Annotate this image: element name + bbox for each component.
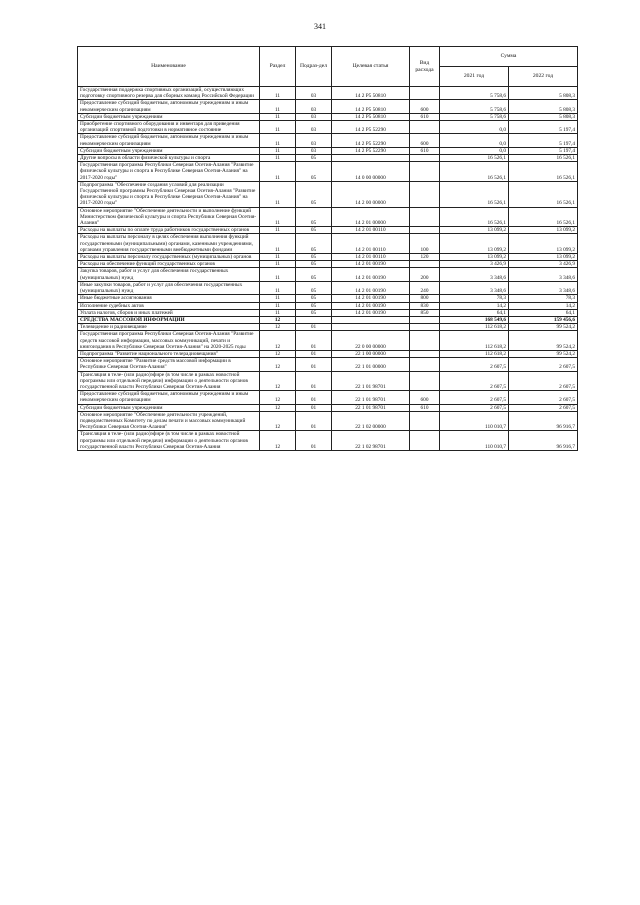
cell-t: 14 2 Р5 50810: [332, 113, 410, 120]
cell-t: 22 1 01 98701: [332, 371, 410, 391]
cell-b: 3 348,6: [509, 281, 578, 294]
cell-name: Приобретение спортивного оборудования и инвентаря для приведения организаций спортивной подготовки в нормативное состояние: [78, 121, 260, 134]
table-row: [78, 371, 578, 391]
cell-v: 610: [410, 404, 440, 411]
table-row: [78, 181, 578, 207]
cell-v: 610: [410, 113, 440, 120]
cell-p: 05: [296, 155, 332, 162]
cell-b: 64,1: [509, 309, 578, 316]
table-row: [78, 121, 578, 134]
cell-name: Уплата налогов, сборов и иных платежей: [78, 309, 260, 316]
table-row: [78, 261, 578, 268]
cell-b: 16 526,1: [509, 155, 578, 162]
cell-b: 96 916,7: [509, 411, 578, 431]
cell-v: [410, 87, 440, 100]
cell-name: Исполнение судебных актов: [78, 302, 260, 309]
cell-v: [410, 155, 440, 162]
cell-b: 16 526,1: [509, 207, 578, 227]
cell-r: 11: [260, 254, 296, 261]
cell-b: 2 607,5: [509, 404, 578, 411]
cell-p: 01: [296, 324, 332, 331]
header-vid: Вид расхода: [410, 47, 440, 87]
cell-name: Предоставление субсидий бюджетным, автономным учреждениям и иным некоммерческим организациям: [78, 134, 260, 147]
cell-r: 11: [260, 309, 296, 316]
cell-t: 14 2 01 00110: [332, 227, 410, 234]
cell-b: 2 607,5: [509, 391, 578, 404]
table-row: [78, 268, 578, 281]
cell-v: 120: [410, 254, 440, 261]
cell-r: 11: [260, 113, 296, 120]
cell-r: 12: [260, 324, 296, 331]
cell-name: Расходы на выплаты персоналу в целях обеспечения выполнения функций государственными (муниципальными) органами, казенными учреждениями, органами управления государственными внебюджетными фондами: [78, 234, 260, 254]
cell-a: 110 010,7: [440, 411, 509, 431]
cell-v: [410, 431, 440, 451]
cell-t: 22 1 00 00000: [332, 350, 410, 357]
cell-r: 11: [260, 181, 296, 207]
cell-p: 05: [296, 309, 332, 316]
cell-a: 2 607,5: [440, 404, 509, 411]
table-row: [78, 350, 578, 357]
header-podrazdel: Подраз-дел: [296, 47, 332, 87]
cell-name: Трансляция в теле- (или радио)эфире (в том числе в рамках новостной программы или отдельной передачи) информации о деятельности органов государственной власти Республики Северная Осетия-Алания: [78, 371, 260, 391]
cell-v: 600: [410, 391, 440, 404]
cell-p: 01: [296, 391, 332, 404]
cell-a: 110 010,7: [440, 431, 509, 451]
cell-b: 5 808,3: [509, 113, 578, 120]
cell-p: 01: [296, 350, 332, 357]
cell-b: 13 099,2: [509, 234, 578, 254]
cell-t: 14 2 01 00190: [332, 295, 410, 302]
cell-v: [410, 207, 440, 227]
cell-p: 05: [296, 302, 332, 309]
header-razdel: Раздел: [260, 47, 296, 87]
cell-r: 11: [260, 147, 296, 154]
cell-t: 22 1 01 00000: [332, 358, 410, 371]
cell-name: Государственная программа Республики Северная Осетия-Алания "Развитие физической культуры и спорта в Республике Северная Осетия-Алания" на 2017-2020 годы": [78, 162, 260, 182]
cell-p: 05: [296, 227, 332, 234]
cell-b: 16 526,1: [509, 181, 578, 207]
cell-p: 03: [296, 134, 332, 147]
cell-name: Предоставление субсидий бюджетным, автономным учреждениям и иным некоммерческим организациям: [78, 391, 260, 404]
cell-a: 112 618,2: [440, 350, 509, 357]
cell-b: 5 808,3: [509, 100, 578, 113]
cell-name: Государственная программа Республики Северная Осетия-Алания "Развитие средств массовой информации, массовых коммуникаций, печати и книгоиздания в Республике Северная Осетия-Алания" на 2020-2025 годы: [78, 331, 260, 351]
cell-t: 14 2 00 00000: [332, 181, 410, 207]
cell-v: 610: [410, 147, 440, 154]
cell-r: 11: [260, 302, 296, 309]
cell-r: 11: [260, 207, 296, 227]
table-row: [78, 162, 578, 182]
cell-b: 99 524,2: [509, 331, 578, 351]
cell-r: 11: [260, 268, 296, 281]
cell-t: 14 2 Р5 52290: [332, 134, 410, 147]
cell-t: 14 2 01 00110: [332, 234, 410, 254]
cell-a: 14,2: [440, 302, 509, 309]
cell-name: Государственная поддержка спортивных организаций, осуществляющих подготовку спортивного резерва для сборных команд Российской Федерации: [78, 87, 260, 100]
cell-a: 2 607,5: [440, 371, 509, 391]
header-name: Наименование: [78, 47, 260, 87]
cell-t: 14 2 Р5 52290: [332, 147, 410, 154]
cell-r: 11: [260, 134, 296, 147]
cell-v: 830: [410, 302, 440, 309]
cell-r: 12: [260, 431, 296, 451]
cell-b: 99 524,2: [509, 324, 578, 331]
cell-r: 11: [260, 227, 296, 234]
cell-v: 240: [410, 281, 440, 294]
cell-p: 03: [296, 113, 332, 120]
table-row: [78, 316, 578, 323]
cell-a: 3 348,6: [440, 281, 509, 294]
cell-v: [410, 181, 440, 207]
cell-t: 22 1 01 98701: [332, 404, 410, 411]
table-row: [78, 309, 578, 316]
cell-a: 112 618,2: [440, 331, 509, 351]
cell-p: 05: [296, 254, 332, 261]
cell-name: Предоставление субсидий бюджетным, автономным учреждениям и иным некоммерческим организациям: [78, 100, 260, 113]
cell-b: 5 197,4: [509, 147, 578, 154]
cell-b: 78,3: [509, 295, 578, 302]
cell-t: 14 2 01 00190: [332, 302, 410, 309]
header-2021: 2021 год: [440, 67, 509, 87]
cell-t: 22 1 02 00000: [332, 411, 410, 431]
cell-t: [332, 316, 410, 323]
table-row: [78, 234, 578, 254]
cell-t: 14 2 Р5 52290: [332, 121, 410, 134]
cell-r: 12: [260, 331, 296, 351]
cell-t: 22 0 00 00000: [332, 331, 410, 351]
page-number: 341: [314, 22, 326, 31]
cell-t: [332, 324, 410, 331]
cell-p: 05: [296, 295, 332, 302]
cell-r: 12: [260, 404, 296, 411]
cell-p: 05: [296, 207, 332, 227]
cell-v: [410, 227, 440, 234]
cell-p: 01: [296, 371, 332, 391]
cell-p: 03: [296, 100, 332, 113]
cell-a: 16 526,1: [440, 207, 509, 227]
table-row: [78, 295, 578, 302]
cell-a: 13 099,2: [440, 234, 509, 254]
cell-b: 5 197,4: [509, 121, 578, 134]
table-row: [78, 404, 578, 411]
cell-p: 05: [296, 162, 332, 182]
cell-v: [410, 331, 440, 351]
cell-a: 5 758,6: [440, 113, 509, 120]
cell-name: Основное мероприятие "Развитие средств массовой информации в Республике Северная Осетия-Алания": [78, 358, 260, 371]
cell-a: 16 526,1: [440, 155, 509, 162]
cell-a: 64,1: [440, 309, 509, 316]
cell-r: 11: [260, 100, 296, 113]
cell-t: 14 2 01 00190: [332, 268, 410, 281]
cell-name: Подпрограмма "Развитие национального телерадиовещания": [78, 350, 260, 357]
cell-t: 14 2 01 00000: [332, 207, 410, 227]
cell-t: 22 1 02 98701: [332, 431, 410, 451]
cell-r: 11: [260, 234, 296, 254]
table-row: [78, 254, 578, 261]
table-row: [78, 411, 578, 431]
cell-p: 05: [296, 181, 332, 207]
cell-a: 112 618,2: [440, 324, 509, 331]
cell-r: 12: [260, 411, 296, 431]
cell-r: 12: [260, 371, 296, 391]
cell-v: 100: [410, 234, 440, 254]
cell-b: 3 348,6: [509, 268, 578, 281]
cell-v: [410, 324, 440, 331]
cell-name: Основное мероприятие "Обеспечение деятельности учреждений, подведомственных Комитету по делам печати и массовых коммуникаций Республики Северная Осетия-Алания": [78, 411, 260, 431]
cell-b: 159 456,6: [509, 316, 578, 323]
cell-name: Субсидии бюджетным учреждениям: [78, 404, 260, 411]
cell-r: 11: [260, 87, 296, 100]
cell-name: СРЕДСТВА МАССОВОЙ ИНФОРМАЦИИ: [78, 316, 260, 323]
cell-p: 01: [296, 431, 332, 451]
header-sum: Сумма: [440, 47, 578, 67]
cell-t: 14 2 Р5 50810: [332, 87, 410, 100]
cell-name: Телевидение и радиовещание: [78, 324, 260, 331]
cell-a: 3 348,6: [440, 268, 509, 281]
cell-b: 2 607,5: [509, 358, 578, 371]
cell-p: 03: [296, 87, 332, 100]
cell-name: Другие вопросы в области физической культуры и спорта: [78, 155, 260, 162]
header-2022: 2022 год: [509, 67, 578, 87]
table-row: [78, 113, 578, 120]
cell-t: 14 2 01 00190: [332, 281, 410, 294]
cell-t: 14 0 00 00000: [332, 162, 410, 182]
cell-r: 11: [260, 155, 296, 162]
cell-a: 168 549,6: [440, 316, 509, 323]
cell-p: [296, 316, 332, 323]
cell-r: 12: [260, 350, 296, 357]
cell-a: 2 607,5: [440, 391, 509, 404]
cell-p: 01: [296, 404, 332, 411]
cell-v: [410, 350, 440, 357]
cell-r: 12: [260, 391, 296, 404]
table-row: [78, 358, 578, 371]
cell-v: [410, 411, 440, 431]
cell-a: 78,3: [440, 295, 509, 302]
table-row: [78, 227, 578, 234]
cell-a: 2 607,5: [440, 358, 509, 371]
cell-b: 96 916,7: [509, 431, 578, 451]
cell-t: 22 1 01 98701: [332, 391, 410, 404]
cell-a: 0,0: [440, 147, 509, 154]
cell-v: 200: [410, 268, 440, 281]
table-row: [78, 207, 578, 227]
cell-b: 5 197,4: [509, 134, 578, 147]
cell-name: Иные бюджетные ассигнования: [78, 295, 260, 302]
cell-name: Основное мероприятие "Обеспечение деятельности и выполнение функций Министерством физической культуры и спорта Республики Северная Осетия-Алания": [78, 207, 260, 227]
cell-a: 0,0: [440, 121, 509, 134]
cell-b: 13 099,2: [509, 254, 578, 261]
table-row: [78, 324, 578, 331]
cell-p: 05: [296, 281, 332, 294]
cell-t: 14 2 01 00110: [332, 254, 410, 261]
cell-a: 13 099,2: [440, 254, 509, 261]
cell-b: 16 526,1: [509, 162, 578, 182]
cell-name: Трансляция в теле- (или радио)эфире (в том числе в рамках новостной программы или отдельной передачи) информации о деятельности органов государственной власти Республики Северная Осетия-Алания: [78, 431, 260, 451]
cell-p: 03: [296, 147, 332, 154]
cell-p: 05: [296, 234, 332, 254]
cell-v: 850: [410, 309, 440, 316]
cell-v: 800: [410, 295, 440, 302]
cell-a: 13 099,2: [440, 227, 509, 234]
cell-b: 99 524,2: [509, 350, 578, 357]
cell-name: Субсидии бюджетным учреждениям: [78, 147, 260, 154]
table-row: [78, 134, 578, 147]
table-row: [78, 302, 578, 309]
cell-r: 12: [260, 316, 296, 323]
cell-b: 14,2: [509, 302, 578, 309]
cell-p: 01: [296, 411, 332, 431]
cell-v: [410, 371, 440, 391]
cell-v: 600: [410, 134, 440, 147]
cell-a: 5 758,6: [440, 100, 509, 113]
cell-name: Подпрограмма "Обеспечение создания условий для реализации Государственной программы Республики Северная Осетия-Алания "Развитие физической культуры и спорта в Республике Северная Осетия-Алания" на 2017-2020 годы": [78, 181, 260, 207]
cell-t: 14 2 01 00190: [332, 261, 410, 268]
cell-name: Расходы на обеспечение функций государственных органов: [78, 261, 260, 268]
table-row: [78, 331, 578, 351]
cell-name: Расходы на выплаты по оплате труда работников государственных органов: [78, 227, 260, 234]
cell-a: 0,0: [440, 134, 509, 147]
cell-t: [332, 155, 410, 162]
cell-b: 5 808,3: [509, 87, 578, 100]
cell-name: Субсидии бюджетным учреждениям: [78, 113, 260, 120]
cell-a: 16 526,1: [440, 181, 509, 207]
cell-p: 05: [296, 268, 332, 281]
cell-r: 12: [260, 358, 296, 371]
table-row: [78, 391, 578, 404]
cell-p: 01: [296, 331, 332, 351]
table-row: [78, 281, 578, 294]
table-row: [78, 155, 578, 162]
cell-p: 01: [296, 358, 332, 371]
cell-a: 3 426,9: [440, 261, 509, 268]
table-row: [78, 87, 578, 100]
cell-p: 03: [296, 121, 332, 134]
cell-r: 11: [260, 281, 296, 294]
cell-name: Иные закупки товаров, работ и услуг для обеспечения государственных (муниципальных) нужд: [78, 281, 260, 294]
budget-table: [77, 46, 578, 451]
cell-r: 11: [260, 121, 296, 134]
header-target: Целевая статья: [332, 47, 410, 87]
table-row: [78, 100, 578, 113]
table-row: [78, 147, 578, 154]
cell-v: 600: [410, 100, 440, 113]
cell-p: 05: [296, 261, 332, 268]
cell-b: 3 426,9: [509, 261, 578, 268]
cell-t: 14 2 01 00190: [332, 309, 410, 316]
cell-v: [410, 358, 440, 371]
cell-name: Расходы на выплаты персоналу государственных (муниципальных) органов: [78, 254, 260, 261]
cell-t: 14 2 Р5 50810: [332, 100, 410, 113]
cell-name: Закупка товаров, работ и услуг для обеспечения государственных (муниципальных) нужд: [78, 268, 260, 281]
cell-v: [410, 316, 440, 323]
cell-v: [410, 261, 440, 268]
cell-r: 11: [260, 162, 296, 182]
cell-v: [410, 162, 440, 182]
cell-r: 11: [260, 295, 296, 302]
cell-b: 13 099,2: [509, 227, 578, 234]
cell-a: 5 758,6: [440, 87, 509, 100]
cell-r: 11: [260, 261, 296, 268]
cell-v: [410, 121, 440, 134]
cell-b: 2 607,5: [509, 371, 578, 391]
cell-a: 16 526,1: [440, 162, 509, 182]
table-row: [78, 431, 578, 451]
